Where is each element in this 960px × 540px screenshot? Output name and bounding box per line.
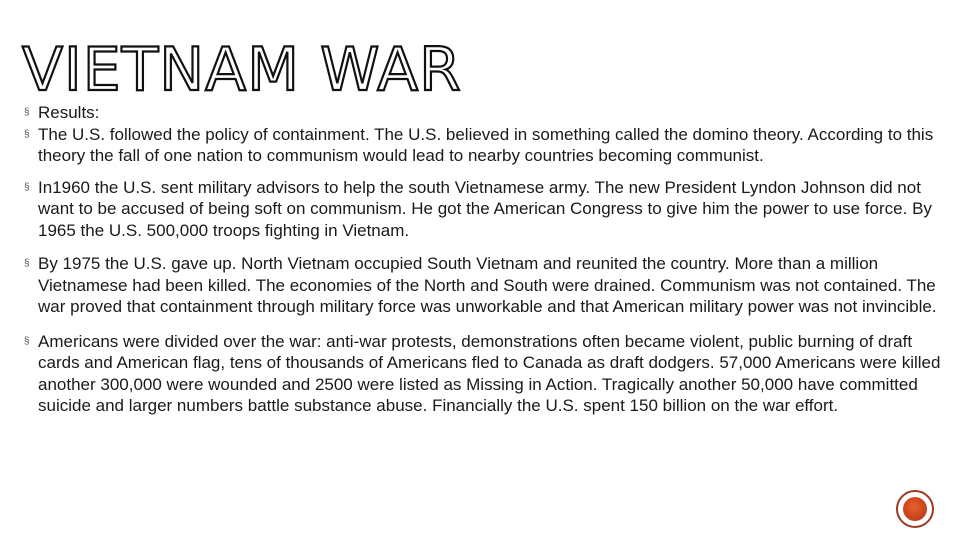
bullet-marker-icon: § bbox=[24, 181, 30, 193]
bullet-text: By 1975 the U.S. gave up. North Vietnam occupied South Vietnam and reunited the country. More than a million Vietnamese had been killed. The economies of the North and South were drained. Communism was not contained. The war proved that containment through military force was unworkable and that American military power was not invincible. bbox=[38, 254, 937, 316]
bullet-item-military-advisors bbox=[22, 177, 942, 242]
slide-decoration-badge-icon bbox=[896, 490, 934, 528]
bullet-text: The U.S. followed the policy of containment. The U.S. believed in something called the domino theory. According to this theory the fall of one nation to communism would lead to nearby countries becoming communist. bbox=[38, 124, 934, 165]
bullet-item-containment bbox=[22, 124, 942, 167]
bullet-item-results bbox=[22, 102, 942, 124]
bullet-marker-icon: § bbox=[24, 335, 30, 347]
bullet-list bbox=[22, 102, 942, 430]
bullet-marker-icon: § bbox=[24, 258, 30, 269]
badge-inner-disc bbox=[903, 497, 927, 521]
bullet-text: Americans were divided over the war: anti-war protests, demonstrations often became violent, public burning of draft cards and American flag, tens of thousands of Americans fled to Canada as draft dodgers. 57,000 Americans were killed another 300,000 were wounded and 2500 were listed as Missing in Action. Tragically another 50,000 have committed suicide and larger numbers battle substance abuse. Financially the U.S. spent 150 billion on the war effort. bbox=[38, 331, 941, 415]
slide-title: VIETNAM WAR bbox=[22, 35, 462, 105]
bullet-text: Results: bbox=[38, 103, 100, 122]
bullet-text: In1960 the U.S. sent military advisors to help the south Vietnamese army. The new President Lyndon Johnson did not want to be accused of being soft on communism. He got the American Congress to give him the power to use force. By 1965 the U.S. 500,000 troops fighting in Vietnam. bbox=[38, 177, 932, 240]
bullet-item-1975-outcome bbox=[22, 253, 942, 318]
bullet-marker-icon: § bbox=[24, 128, 30, 140]
bullet-marker-icon: § bbox=[24, 107, 30, 118]
bullet-item-americans-divided bbox=[22, 331, 942, 417]
